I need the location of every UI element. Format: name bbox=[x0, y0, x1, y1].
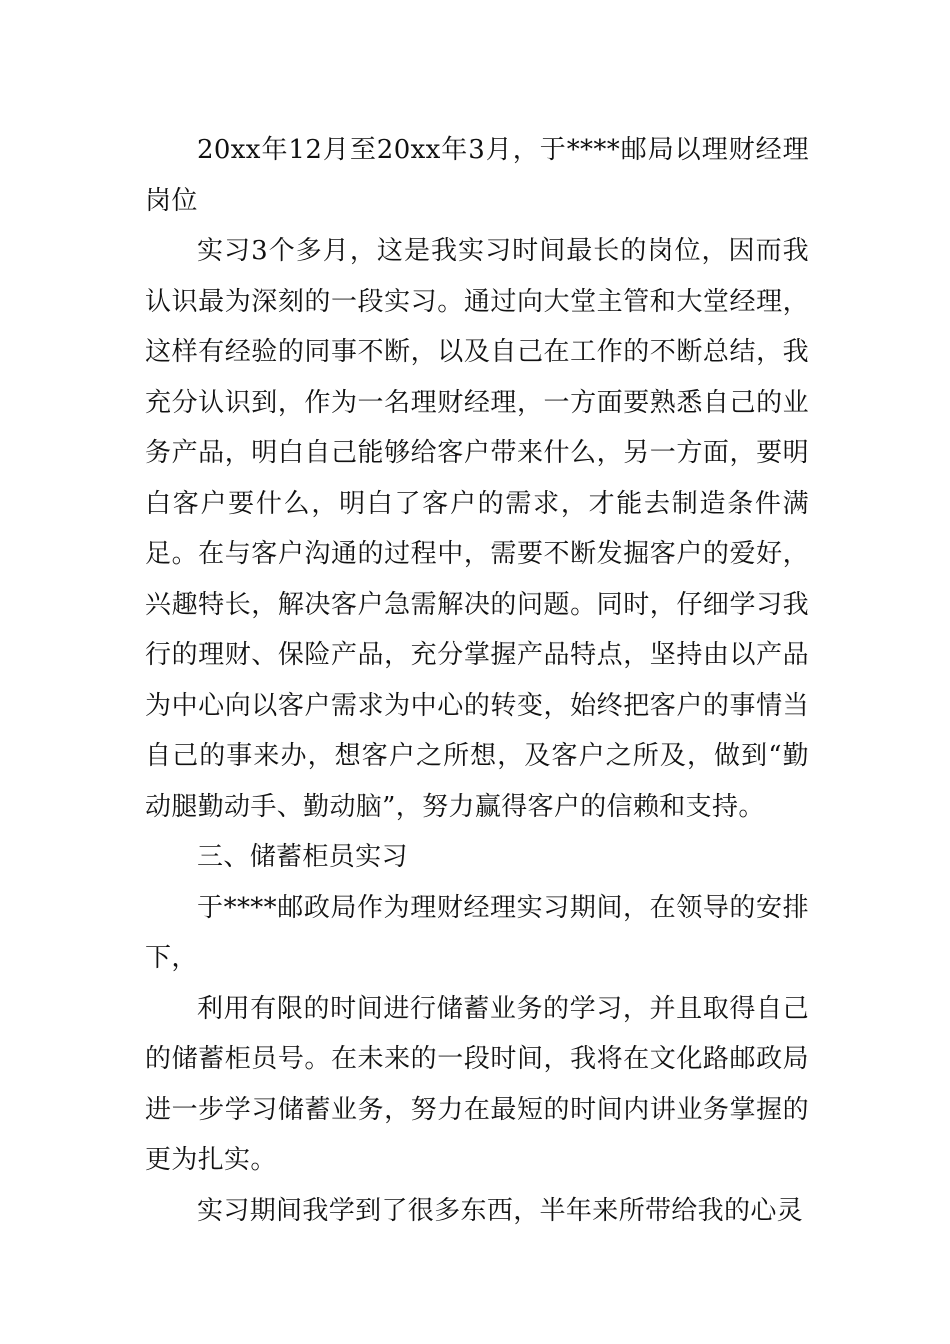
paragraph-internship-period: 20xx年12月至20xx年3月，于****邮局以理财经理岗位 bbox=[145, 135, 809, 216]
paragraph-financial-manager-experience: 实习3个多月，这是我实习时间最长的岗位，因而我认识最为深刻的一段实习。通过向大堂主管和大堂经理，这样有经验的同事不断，以及自己在工作的不断总结，我充分认识到，作为一名理财经理，一方面要熟悉自己的业务产品，明白自己能够给客户带来什么，另一方面，要明白客户要什么，明白了客户的需求，才能去制造条件满足。在与客户沟通的过程中，需要不断发掘客户的爱好，兴趣特长，解决客户急需解决的问题。同时，仔细学习我行的理财、保险产品，充分掌握产品特点，坚持由以产品为中心向以客户需求为中心的转变，始终把客户的事情当自己的事来办，想客户之所想，及客户之所及，做到“勤动腿勤动手、勤动脑”，努力赢得客户的信赖和支持。 bbox=[145, 236, 809, 822]
document-body bbox=[145, 125, 809, 1236]
paragraph-savings-study: 利用有限的时间进行储蓄业务的学习，并且取得自己的储蓄柜员号。在未来的一段时间，我将在文化路邮政局进一步学习储蓄业务，努力在最短的时间内讲业务掌握的更为扎实。 bbox=[145, 993, 809, 1175]
paragraph-arrangement: 于****邮政局作为理财经理实习期间，在领导的安排下， bbox=[145, 892, 809, 973]
paragraph-summary-start: 实习期间我学到了很多东西，半年来所带给我的心灵 bbox=[197, 1195, 804, 1226]
section-heading-savings-teller: 三、储蓄柜员实习 bbox=[197, 842, 408, 872]
